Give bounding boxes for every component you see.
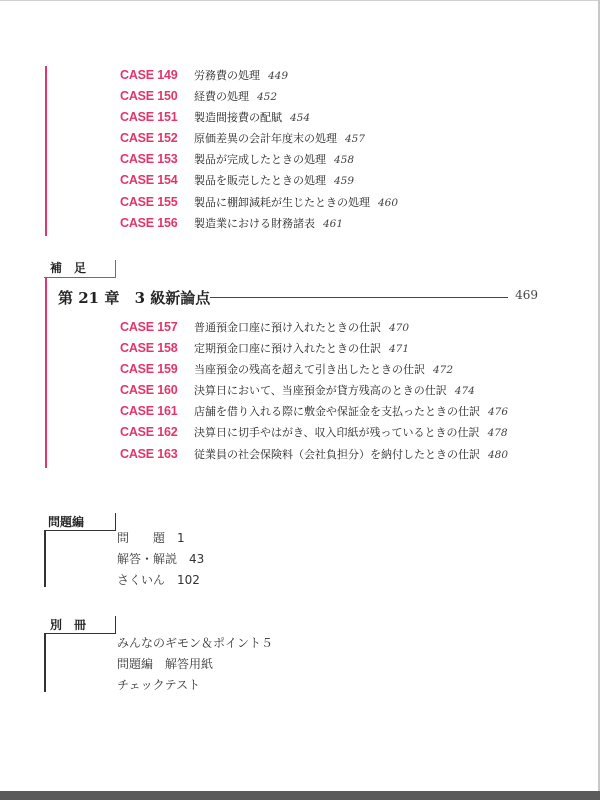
toc-entry[interactable]: さくいん 102: [117, 573, 200, 587]
case-number: CASE 154: [120, 173, 178, 188]
toc-entry[interactable]: [120, 128, 398, 149]
case-page: 472: [433, 364, 454, 377]
section-label-underline: [44, 530, 116, 531]
case-title: 製造間接費の配賦: [194, 111, 282, 125]
case-number: CASE 163: [120, 446, 178, 461]
case-page: 474: [454, 385, 475, 398]
case-title: 決算日に切手やはがき、収入印紙が残っているときの仕訳: [194, 426, 480, 440]
case-page: 470: [389, 322, 410, 334]
case-page: 457: [345, 133, 366, 146]
case-page: 480: [488, 448, 509, 461]
case-title: 経費の処理: [194, 90, 249, 104]
chapter-title: 3 級新論点: [134, 289, 211, 307]
case-title: 原価差異の会計年度末の処理: [194, 132, 337, 146]
section-label-separate: 別 冊: [50, 618, 87, 632]
section-label-underline: [44, 633, 116, 634]
chapter-heading[interactable]: [58, 287, 538, 307]
section-bar-problems: [44, 531, 46, 587]
toc-entry[interactable]: [120, 359, 508, 380]
case-number: CASE 160: [120, 383, 178, 398]
case-number: CASE 155: [120, 194, 178, 209]
toc-entry[interactable]: みんなのギモン＆ポイント５: [117, 636, 274, 650]
case-number: CASE 150: [120, 89, 178, 104]
case-number: CASE 152: [120, 131, 178, 146]
case-number: CASE 153: [120, 152, 178, 167]
case-number: CASE 151: [120, 110, 178, 125]
case-page: 461: [323, 217, 344, 230]
case-page: 452: [257, 91, 278, 104]
toc-entry[interactable]: 問題編 解答用紙: [117, 657, 214, 671]
case-list-top: [120, 65, 398, 234]
case-title: 定期預金口座に預け入れたときの仕訳: [194, 342, 381, 356]
case-title: 決算日において、当座預金が貸方残高のときの仕訳: [194, 384, 447, 398]
case-title: 店舗を借り入れる際に敷金や保証金を支払ったときの仕訳: [194, 405, 480, 419]
toc-entry[interactable]: [120, 65, 398, 86]
toc-entry[interactable]: [120, 86, 398, 107]
case-number: CASE 161: [120, 404, 178, 419]
case-title: 当座預金の残高を超えて引き出したときの仕訳: [194, 363, 425, 377]
toc-entry[interactable]: [120, 444, 508, 465]
case-title: 製品が完成したときの処理: [194, 153, 326, 167]
case-number: CASE 158: [120, 341, 178, 356]
case-title: 製品を販売したときの処理: [194, 174, 326, 188]
case-title: 従業員の社会保険料（会社負担分）を納付したときの仕訳: [194, 447, 480, 461]
toc-entry[interactable]: [120, 213, 398, 234]
chapter-page: 469: [515, 288, 538, 302]
toc-entry[interactable]: [120, 338, 508, 359]
toc-entry[interactable]: チェックテスト: [117, 678, 201, 692]
case-title: 労務費の処理: [194, 69, 260, 82]
section-bar-supplement: [45, 278, 47, 468]
case-number: CASE 162: [120, 425, 178, 440]
case-list-supplement: [120, 317, 508, 465]
case-page: 476: [488, 406, 509, 419]
section-label-tick: [115, 513, 116, 531]
case-number: CASE 159: [120, 362, 178, 377]
section-label-underline: [44, 277, 116, 278]
case-number: CASE 157: [120, 320, 178, 334]
toc-entry[interactable]: [120, 170, 398, 191]
section-label-supplement: 補 足: [50, 261, 87, 275]
section-label-problems: 問題編: [48, 515, 85, 529]
case-number: CASE 156: [120, 215, 178, 230]
case-page: 460: [378, 196, 399, 209]
separate-list: [117, 633, 273, 696]
section-label-tick: [115, 616, 116, 634]
toc-entry[interactable]: [120, 192, 398, 213]
case-page: 458: [334, 154, 355, 167]
problems-list: [117, 528, 204, 591]
case-number: CASE 149: [120, 68, 178, 82]
toc-entry[interactable]: [120, 401, 508, 422]
case-title: 製造業における財務諸表: [194, 216, 315, 230]
chapter-leader-line: [210, 297, 508, 298]
chapter-number: 第 21 章: [58, 289, 120, 307]
case-page: 449: [268, 70, 289, 82]
case-page: 471: [389, 343, 410, 356]
case-page: 478: [487, 427, 508, 440]
section-bar-top: [45, 66, 47, 236]
toc-entry[interactable]: [120, 317, 508, 338]
viewer-bottom-bar: [0, 791, 600, 800]
toc-entry[interactable]: [120, 422, 508, 443]
toc-entry[interactable]: 問 題 1: [117, 531, 185, 545]
toc-entry[interactable]: [120, 380, 508, 401]
toc-entry[interactable]: [120, 107, 398, 128]
section-label-tick: [115, 260, 116, 278]
toc-entry[interactable]: 解答・解説 43: [117, 552, 205, 566]
case-title: 普通預金口座に預け入れたときの仕訳: [194, 321, 381, 334]
page-top-border: [0, 0, 600, 1]
section-bar-separate: [44, 634, 46, 692]
case-page: 459: [334, 175, 355, 188]
case-title: 製品に棚卸減耗が生じたときの処理: [194, 195, 370, 209]
case-page: 454: [290, 112, 311, 125]
toc-entry[interactable]: [120, 149, 398, 170]
